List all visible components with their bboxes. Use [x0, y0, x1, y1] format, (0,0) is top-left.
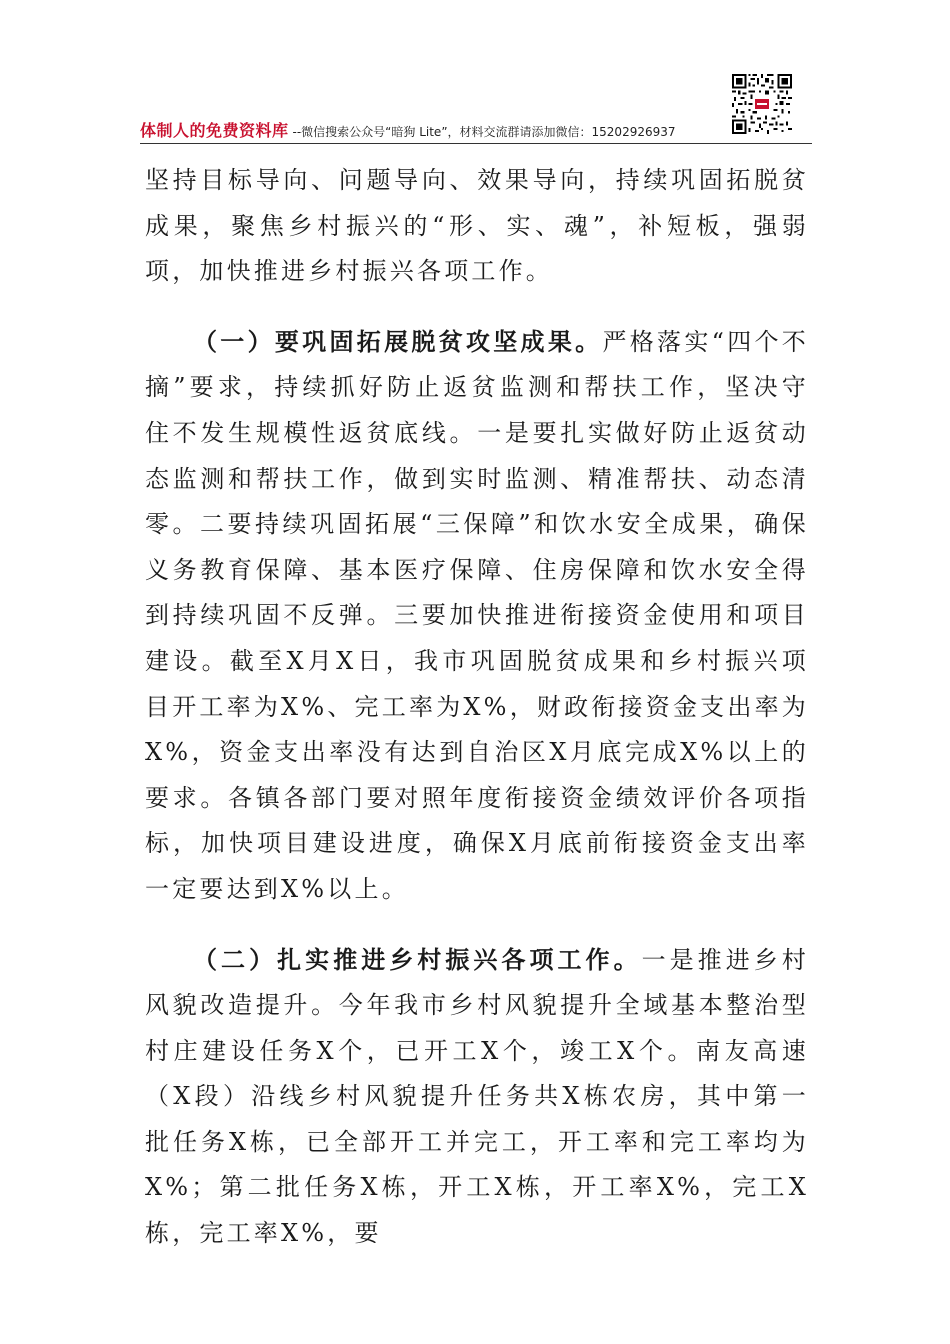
paragraph-section-1: [145, 319, 809, 913]
paragraph-text: 一是推进乡村风貌改造提升。今年我市乡村风貌提升全域基本整治型村庄建设任务X个，已开工X个，竣工X个。南友高速（X段）沿线乡村风貌提升任务共X栋农房，其中第一批任务X栋，已全部开工并完工，开工率和完工率均为X%；第二批任务X栋，开工X栋，开工率X%，完工X栋，完工率X%，要: [145, 945, 809, 1248]
section-heading: （一）要巩固拓展脱贫攻坚成果。: [193, 326, 603, 356]
header-divider: [140, 143, 812, 144]
paragraph-intro: [145, 158, 809, 295]
paragraph-section-2: [145, 937, 809, 1257]
header-note: --微信搜索公众号“暗狗 Lite”，材料交流群请添加微信：15202926937: [292, 125, 676, 139]
document-body: [145, 158, 809, 1257]
section-heading: （二）扎实推进乡村振兴各项工作。: [193, 944, 642, 974]
header-brand: 体制人的免费资料库: [140, 121, 289, 140]
qr-code-icon: [732, 74, 792, 134]
paragraph-text: 坚持目标导向、问题导向、效果导向，持续巩固拓脱贫成果，聚焦乡村振兴的“形、实、魂”，补短板，强弱项，加快推进乡村振兴各项工作。: [145, 166, 809, 286]
page-header: [140, 118, 812, 144]
paragraph-text: 严格落实“四个不摘”要求，持续抓好防止返贫监测和帮扶工作，坚决守住不发生规模性返贫底线。一是要扎实做好防止返贫动态监测和帮扶工作，做到实时监测、精准帮扶、动态清零。二要持续巩固拓展“三保障”和饮水安全成果，确保义务教育保障、基本医疗保障、住房保障和饮水安全得到持续巩固不反弹。三要加快推进衔接资金使用和项目建设。截至X月X日，我市巩固脱贫成果和乡村振兴项目开工率为X%、完工率为X%，财政衔接资金支出率为X%，资金支出率没有达到自治区X月底完成X%以上的要求。各镇各部门要对照年度衔接资金绩效评价各项指标，加快项目建设进度，确保X月底前衔接资金支出率一定要达到X%以上。: [145, 327, 809, 903]
